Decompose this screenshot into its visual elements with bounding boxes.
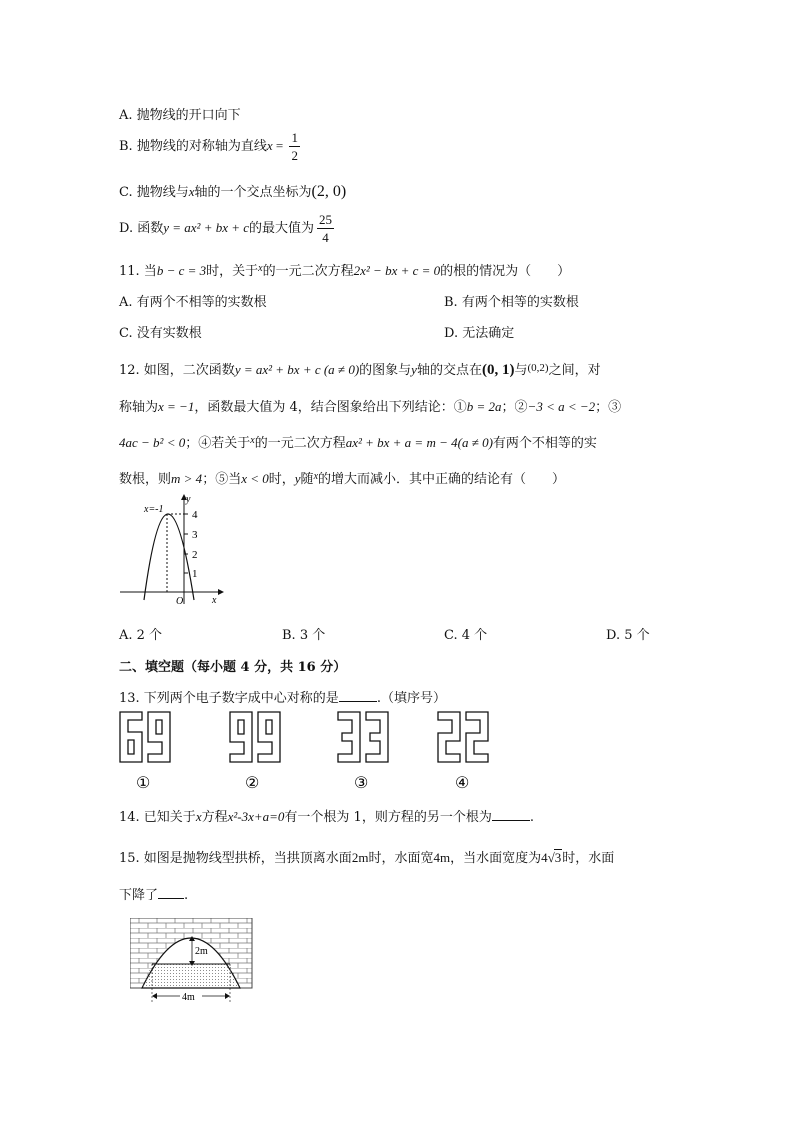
q12-line-2 <box>119 396 621 415</box>
q12-axis: x = −1 <box>158 399 195 414</box>
q11-text: 的一元二次方程 <box>262 264 354 279</box>
height-label: 2m <box>195 946 208 957</box>
x-axis-label: x <box>212 595 217 606</box>
tick-label-3: 3 <box>192 529 198 541</box>
var-x: x <box>195 809 202 824</box>
figure-label-2: ② <box>245 775 260 792</box>
q15-text: 下降了 <box>119 888 159 903</box>
q14-text: 方程 <box>201 810 228 825</box>
q12-text: 轴的交点在 <box>416 363 482 378</box>
q12-text: ，函数最大值为 4，结合图象给出下列结论：① <box>194 400 467 415</box>
q10-option-a <box>119 104 241 123</box>
q14-text: 14. 已知关于 <box>119 810 196 825</box>
point-coordinate: (2, 0) <box>311 183 347 200</box>
q12-conclusion-1: b = 2a <box>466 399 502 414</box>
q10-option-c <box>119 181 346 201</box>
q15-width: 4m <box>433 850 451 865</box>
q13-text: 13. 下列两个电子数字成中心对称的是 <box>119 691 339 706</box>
q12-m-cond: m > 4 <box>171 471 203 486</box>
digit-pair-69 <box>120 712 170 762</box>
water-area <box>142 964 240 988</box>
q11-number: 11. 当 <box>119 264 157 279</box>
q11-text: 的根的情况为（ ） <box>440 264 571 279</box>
q14-answer-blank <box>492 808 530 821</box>
q13-digit-figures <box>118 708 508 794</box>
q12-line-3 <box>119 432 597 451</box>
q15-text: 时，水面宽 <box>368 851 434 866</box>
arrow-left-icon <box>152 993 157 999</box>
sqrt-icon: √ <box>547 850 555 865</box>
q11-text: 时，关于 <box>206 264 259 279</box>
q12-text: 称轴为 <box>119 400 159 415</box>
q12-text: 与 <box>514 363 528 378</box>
q15-period: . <box>184 888 189 903</box>
fraction-denominator: 2 <box>291 148 298 163</box>
q12-option-d: D. 5 个 <box>606 628 650 643</box>
q14-stem <box>119 806 534 825</box>
q12-text: 的一元二次方程 <box>254 436 346 451</box>
width-label: 4m <box>182 992 195 1003</box>
point-0-2: (0,2) <box>527 362 549 374</box>
q12-text: 时， <box>268 472 295 487</box>
q12-text: 的图象与 <box>359 363 412 378</box>
var-x: x <box>266 138 273 153</box>
q12-equation: ax² + bx + a = m − 4(a ≠ 0) <box>345 435 493 450</box>
q12-text: 的增大而减小．其中正确的结论有（ ） <box>318 472 566 487</box>
q12-line-1 <box>119 359 601 379</box>
q10-option-b <box>119 131 303 162</box>
q12-text: 随 <box>300 472 314 487</box>
q10-option-a-text: A. 抛物线的开口向下 <box>119 108 241 123</box>
q10-option-c-text: C. 抛物线与 <box>119 185 189 200</box>
q12-text: 之间，对 <box>548 363 601 378</box>
section-heading-fill-in: 二、填空题（每小题 4 分，共 16 分） <box>119 660 347 675</box>
equals-sign: = <box>272 138 287 153</box>
q15-text: 时，水面 <box>562 851 615 866</box>
q12-text: 有两个不相等的实 <box>492 436 597 451</box>
q13-stem <box>119 687 446 706</box>
q15-answer-blank <box>158 886 184 899</box>
q12-function: y = ax² + bx + c (a ≠ 0) <box>234 362 360 377</box>
y-axis-label: y <box>186 494 191 505</box>
q15-arch-bridge-figure <box>130 918 254 1006</box>
q12-text: 数根，则 <box>119 472 172 487</box>
q10-option-d-mid: 的最大值为 <box>249 221 315 236</box>
q11-option-b: B. 有两个相等的实数根 <box>444 295 579 310</box>
q12-option-c: C. 4 个 <box>444 628 488 643</box>
var-x: x <box>258 263 263 274</box>
tick-label-1: 1 <box>192 568 198 580</box>
var-x: x <box>313 471 319 482</box>
parabola-curve <box>144 514 194 600</box>
q11-equation: 2x² − bx + c = 0 <box>353 263 441 278</box>
digit-pair-33 <box>338 712 388 762</box>
figure-label-3: ③ <box>354 775 369 792</box>
q12-conclusion-2: −3 < a < −2 <box>527 399 596 414</box>
q10-option-d <box>119 213 337 244</box>
q15-line-1 <box>119 847 614 866</box>
q12-text: ；② <box>501 400 528 415</box>
point-0-1: (0, 1) <box>481 362 515 378</box>
q15-height: 2m <box>351 850 369 865</box>
figure-label-1: ① <box>136 775 151 792</box>
q12-number: 12. 如图，二次函数 <box>119 363 235 378</box>
q12-option-b: B. 3 个 <box>282 628 326 643</box>
tick-label-2: 2 <box>192 549 198 561</box>
q12-text: ；③ <box>595 400 622 415</box>
q11-option-c: C. 没有实数根 <box>119 326 202 341</box>
var-y: y <box>411 362 417 377</box>
q14-period: . <box>529 810 534 825</box>
var-y: y <box>294 471 301 486</box>
q15-radical-coefficient: 4 <box>541 850 548 865</box>
arrow-right-icon <box>225 993 230 999</box>
q14-text: 有一个根为 1，则方程的另一个根为 <box>284 810 492 825</box>
q13-answer-blank <box>339 689 377 702</box>
q12-x-cond: x < 0 <box>241 471 269 486</box>
q12-line-4 <box>119 468 565 487</box>
fraction-numerator: 1 <box>291 130 298 145</box>
q11-stem <box>119 260 570 279</box>
q10-option-d-text: D. 函数 <box>119 221 164 236</box>
fraction-25-4 <box>317 213 334 244</box>
digit-pair-22 <box>438 712 488 762</box>
q12-parabola-graph <box>118 494 228 609</box>
var-x: x <box>250 435 255 446</box>
x-axis-arrow-icon <box>218 589 224 595</box>
q15-radicand: 3 <box>554 850 562 865</box>
q12-text: ；⑤当 <box>202 472 242 487</box>
figure-label-4: ④ <box>455 775 470 792</box>
origin-label: O <box>176 596 184 607</box>
q11-option-d: D. 无法确定 <box>444 326 515 341</box>
q13-text-end: .（填序号） <box>376 691 446 706</box>
q10-option-c-mid: 轴的一个交点坐标为 <box>194 185 312 200</box>
q10-option-b-text: B. 抛物线的对称轴为直线 <box>119 139 267 154</box>
tick-label-4: 4 <box>192 509 198 521</box>
q15-line-2 <box>119 884 188 903</box>
q14-equation: x²-3x+a=0 <box>227 809 285 824</box>
q11-option-a: A. 有两个不相等的实数根 <box>119 295 267 310</box>
fraction-denominator: 4 <box>322 230 329 245</box>
symmetry-axis-label: x=-1 <box>144 504 164 515</box>
q11-condition: b − c = 3 <box>156 263 207 278</box>
q12-conclusion-3: 4ac − b² < 0 <box>119 435 186 450</box>
q12-option-a: A. 2 个 <box>119 628 163 643</box>
fraction-one-half <box>289 131 300 162</box>
q15-text: 15. 如图是抛物线型拱桥，当拱顶离水面 <box>119 851 352 866</box>
var-x: x <box>188 184 195 199</box>
function-expression: y = ax² + bx + c <box>163 220 250 235</box>
q12-text: ；④若关于 <box>185 436 251 451</box>
fraction-numerator: 25 <box>319 212 333 227</box>
digit-pair-99 <box>230 712 280 762</box>
q15-text: ，当水面宽度为 <box>450 851 542 866</box>
